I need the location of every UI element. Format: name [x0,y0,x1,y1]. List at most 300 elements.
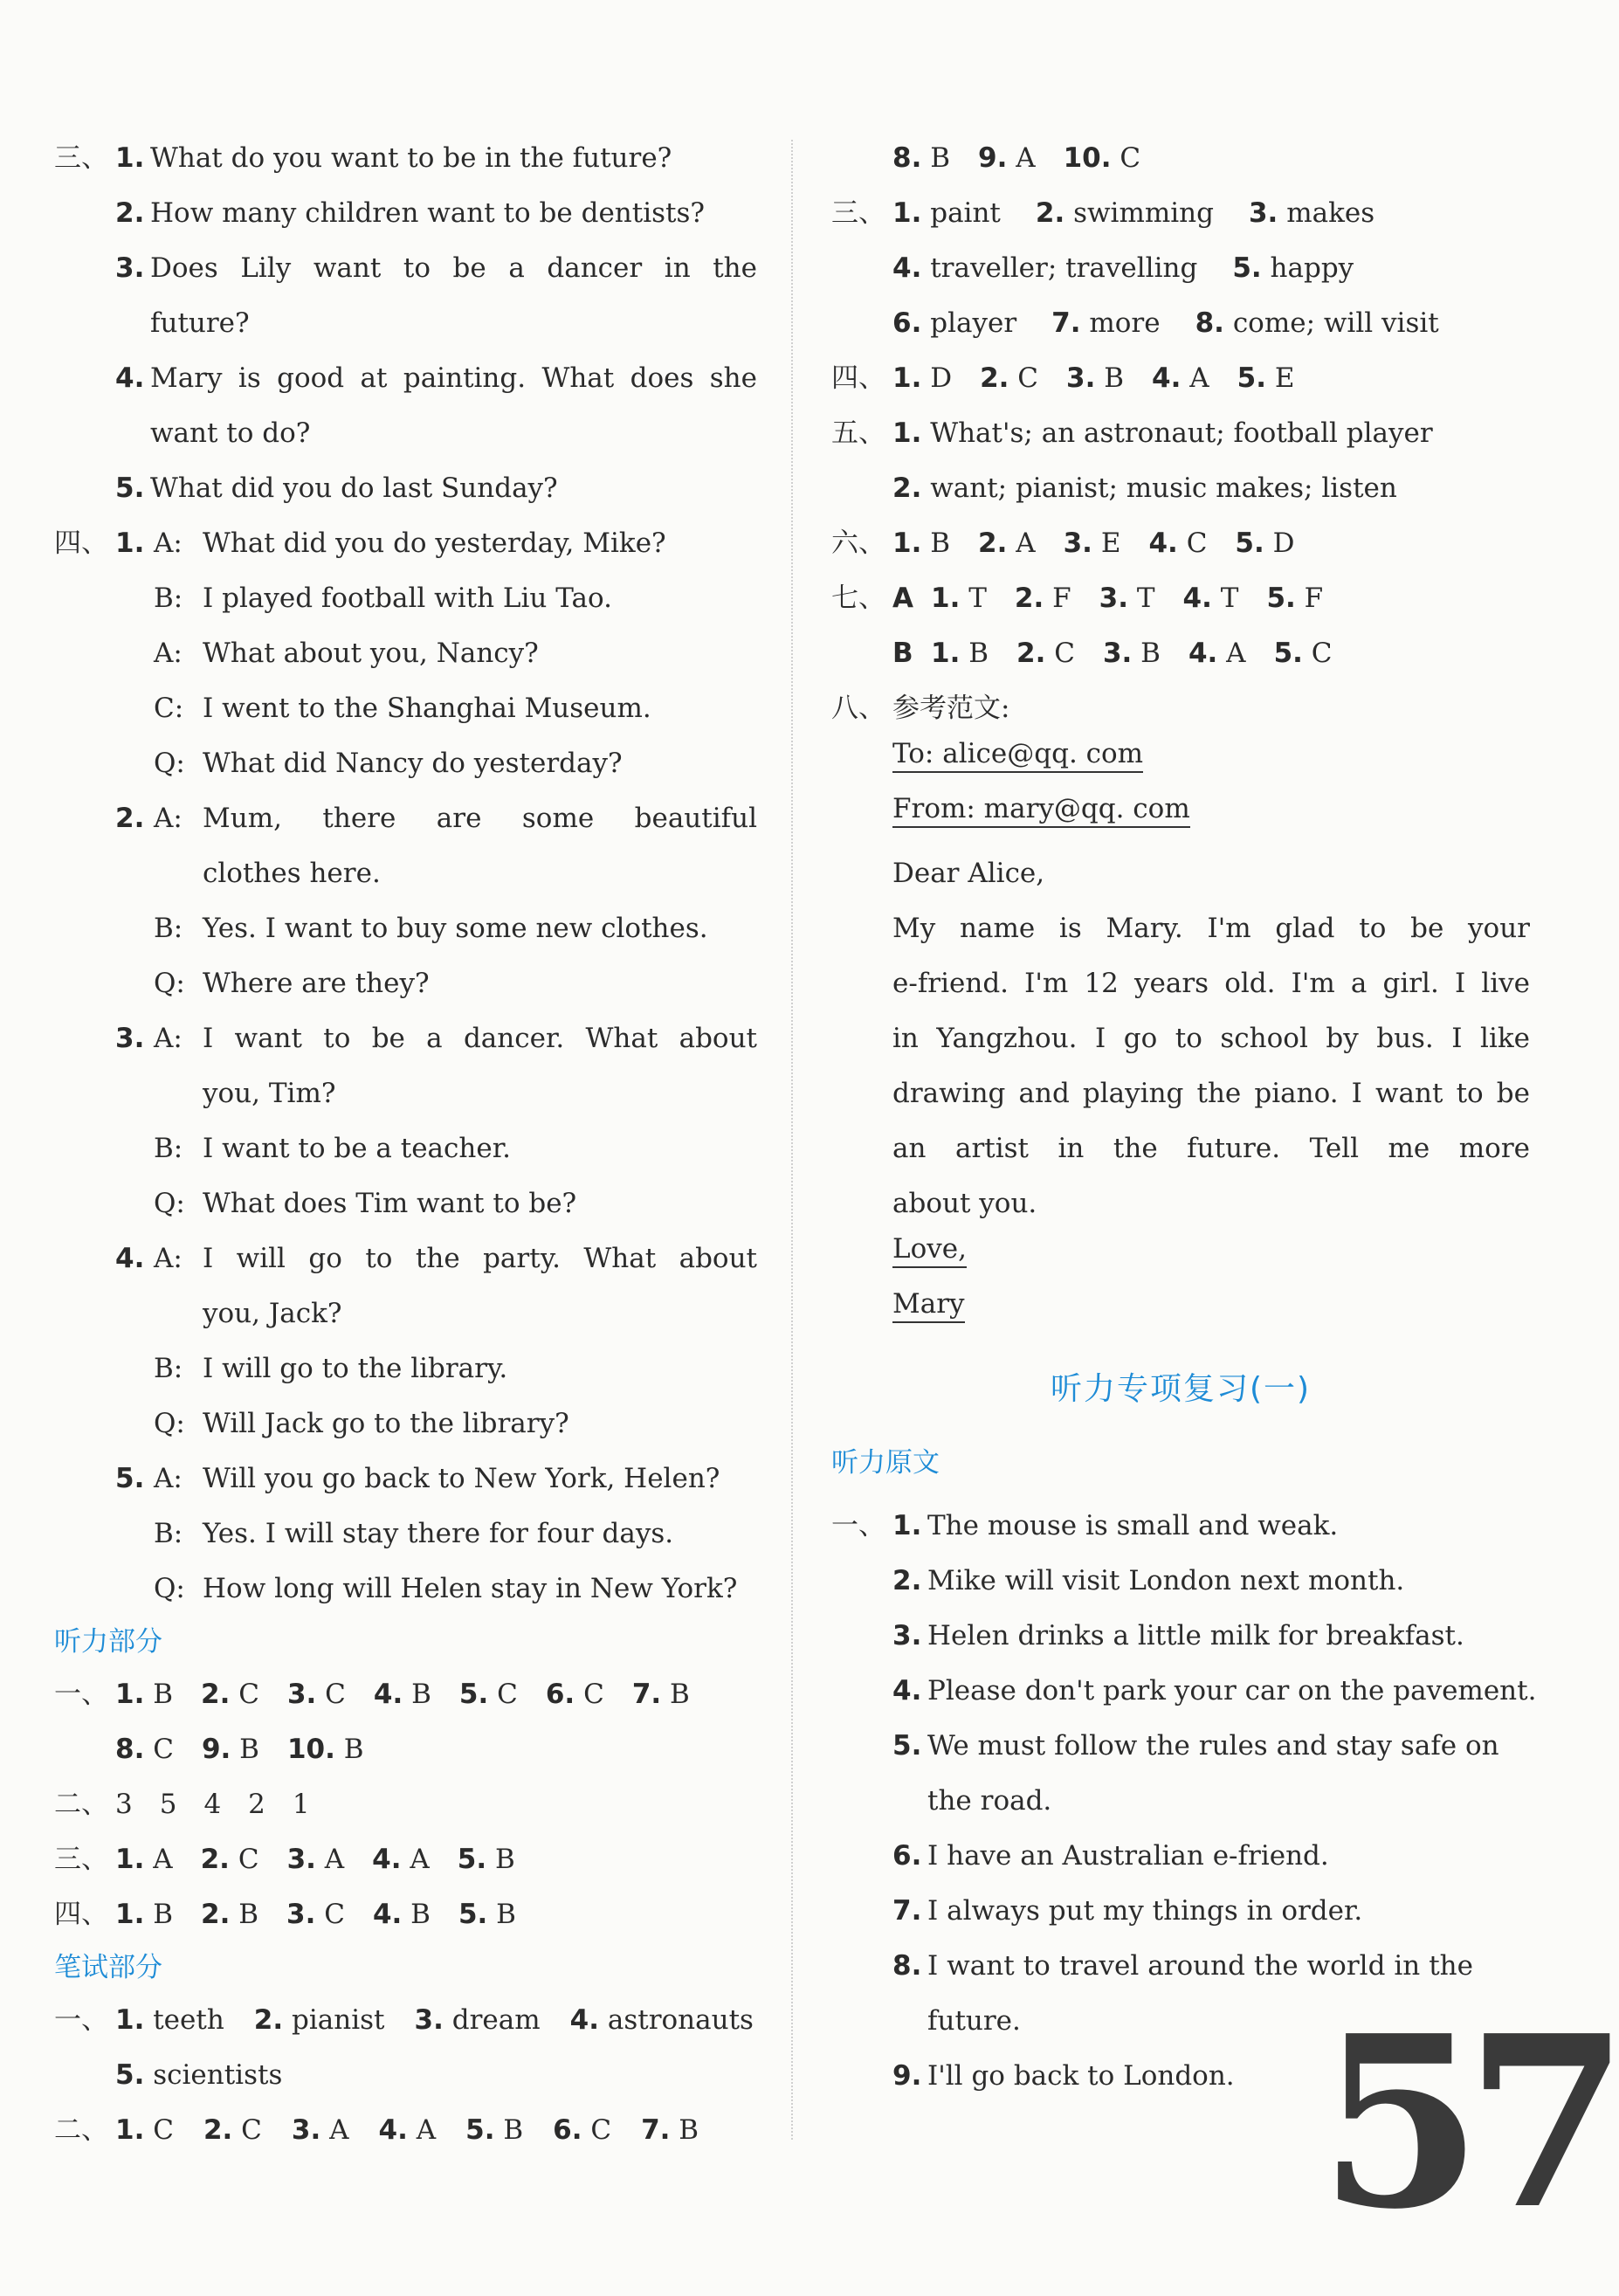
answer-value: E [1274,362,1295,394]
answer [459,1667,518,1722]
line-text: drawing and playing the piano. I want to be [892,1078,1530,1109]
answer-value: B [930,142,950,174]
q4-dialog-line [54,1451,761,1507]
question-label: 八、 [831,693,885,724]
answer [458,1887,516,1942]
item-number: 4. [569,2004,599,2036]
section-title: 听力专项复习(一) [1050,1371,1312,1407]
transcript-line [831,1829,1530,1884]
line-text: The mouse is small and weak. [927,1510,1339,1541]
left-column [54,131,761,2158]
sub-part-label: B [892,638,913,669]
item-number: 10. [286,1734,335,1765]
q4-dialog-line [54,571,761,626]
speaker-label: A: [154,1463,183,1494]
answer [1064,131,1141,186]
item-number: 5. [1266,583,1296,614]
answer [115,1887,173,1942]
line-text: What do you want to be in the future? [150,142,672,174]
q4-dialog-line [54,1121,761,1176]
sub-part-label: A [892,583,913,614]
answer [1152,351,1209,406]
answer-value: B [503,2114,524,2146]
question-label: 三、 [54,1844,108,1875]
answers [892,131,1168,186]
question-label: 一、 [54,1679,108,1710]
line-text: I played football with Liu Tao. [203,583,612,614]
answer [202,1722,259,1777]
answers [892,186,1409,241]
answer-value: C [590,2114,612,2146]
line-text: What did you do yesterday, Mike? [203,527,666,559]
answer-value: B [343,1734,364,1765]
question-label: 一、 [54,2004,108,2036]
answer [892,516,950,571]
answer-value: B [679,2114,699,2146]
item-number: 3. [414,2004,444,2036]
signature-line [831,1286,1530,1341]
answer-value: D [930,362,953,394]
q4-dialog-line [54,1341,761,1396]
answer-row [831,516,1530,571]
item-number: 4. [892,252,922,284]
item-number: 5. [1237,362,1266,394]
answer-value: B [930,527,950,559]
item-number: 2. [892,472,922,504]
item-number: 4. [115,1243,145,1274]
answer [458,1832,515,1887]
answer-value: C [1311,638,1333,669]
line-text: an artist in the future. Tell me more [892,1133,1530,1164]
transcript-line [831,1884,1530,1939]
line-text: Will Jack go to the library? [203,1408,569,1439]
item-number: 5. [458,1899,488,1930]
sample-essay-label: 参考范文: [892,693,1010,724]
line-text: How long will Helen stay in New York? [203,1573,738,1604]
answer-value: B [968,638,989,669]
item-number: 3. [115,252,145,284]
answer [632,1667,690,1722]
transcript-line [831,1554,1530,1609]
answer [372,1832,430,1887]
item-number: 2. [115,197,145,229]
item-number: 3. [286,1679,317,1710]
answer-value: C [583,1679,604,1710]
q3-line [54,131,761,186]
answer [892,131,950,186]
answers [892,406,1459,461]
answer-value: makes [1286,197,1375,229]
item-number: 3. [1099,583,1128,614]
item-number: 8. [115,1734,145,1765]
answer-value: T [1220,583,1239,614]
answer-value: B [153,1899,173,1930]
line-text: I went to the Shanghai Museum. [203,693,651,724]
answer [892,461,1397,516]
speaker-label: Q: [154,1573,185,1604]
answers [115,2048,312,2103]
item-number: 2. [1035,197,1065,229]
line-text: 3 5 4 2 1 [115,1789,310,1820]
answer-value: C [1054,638,1075,669]
item-number: 9. [978,142,1008,174]
answer-value: paint [930,197,1001,229]
closing-line [831,1231,1530,1286]
answer [1066,351,1124,406]
item-number: 4. [378,2114,408,2146]
q4-dialog-line [54,791,761,846]
line-text: I'll go back to London. [927,2060,1235,2092]
speaker-label: Q: [154,968,185,999]
answer-value: F [1304,583,1324,614]
line-text: in Yangzhou. I go to school by bus. I like [892,1023,1530,1054]
answers [115,1667,718,1722]
speaker-label: Q: [154,1188,185,1219]
answer-value: happy [1270,252,1354,284]
q4-dialog-line [54,1231,761,1286]
signature: Mary [892,1286,965,1323]
line-text: clothes here. [203,858,381,889]
q3-line [54,461,761,516]
answers [115,1887,544,1942]
transcript-line [831,1499,1530,1554]
item-number: 1. [892,197,922,229]
item-number: 2. [115,803,145,834]
q4-dialog-line [54,1286,761,1341]
item-number: 5. [1273,638,1303,669]
answer-value: A [410,1844,430,1875]
answer [931,571,987,626]
line-text: Mary is good at painting. What does she [150,362,757,394]
letter-body-line [831,956,1530,1011]
line-text: I want to be a dancer. What about [203,1023,757,1054]
answer [287,1722,364,1777]
answer-value: C [241,2114,262,2146]
item-number: 7. [641,2114,671,2146]
answers [892,516,1323,571]
answer [980,351,1038,406]
right-column [831,131,1537,2104]
item-number: 4. [372,1844,402,1875]
speaker-label: B: [154,1518,183,1549]
item-number: 3. [892,1620,922,1651]
q3-line [54,351,761,406]
item-number: 1. [115,2114,145,2146]
answer-row [54,2103,761,2158]
answer-value: C [324,1899,345,1930]
item-number: 3. [115,1023,145,1054]
answer [892,406,1433,461]
item-number: 2. [1014,583,1044,614]
answer-value: want; pianist; music makes; listen [930,472,1397,504]
email-to: To: alice@qq. com [892,736,1143,773]
answer-row [831,186,1530,241]
item-number: 4. [1188,638,1218,669]
letter-body-line [831,1066,1530,1121]
answer [415,1993,541,2048]
answer-value: B [1140,638,1161,669]
item-number: 5. [115,472,145,504]
q4-dialog-line [54,736,761,791]
answer-value: T [968,583,987,614]
line-text: What about you, Nancy? [203,638,539,669]
speaker-label: Q: [154,748,185,779]
answer-value: C [325,1679,346,1710]
answer [1195,296,1439,351]
q4-dialog-line [54,1396,761,1451]
line-text: e-friend. I'm 12 years old. I'm a girl. I live [892,968,1530,999]
line-text: I always put my things in order. [927,1895,1363,1927]
item-number: 5. [1232,252,1262,284]
answer-value: more [1089,307,1161,339]
answer-value: A [1016,142,1036,174]
item-number: 3. [1102,638,1133,669]
q4-dialog-line [54,1066,761,1121]
answer-value: A [324,1844,345,1875]
answer [292,2103,349,2158]
answer [254,1993,385,2048]
answer-value: E [1100,527,1121,559]
answer-value: T [1136,583,1155,614]
answer-row [831,626,1530,681]
item-number: 6. [892,1840,922,1872]
answers [115,1722,392,1777]
letter-body-line [831,1176,1530,1231]
item-number: 1. [115,1679,145,1710]
item-number: 9. [892,2060,922,2092]
answer [892,351,952,406]
answer-row [831,131,1530,186]
section-heading-listening: 听力部分 [54,1626,162,1658]
q4-dialog-line [54,681,761,736]
line-text: Yes. I will stay there for four days. [203,1518,674,1549]
answer [379,2103,437,2158]
closing: Love, [892,1231,967,1268]
answer [1064,516,1121,571]
answer-value: F [1052,583,1071,614]
answer-value: A [1016,527,1036,559]
speaker-label: A: [154,1243,183,1274]
answer-row [54,1777,761,1832]
answer-value: dream [451,2004,541,2036]
answers [931,571,1351,626]
answer [1099,571,1155,626]
answer [201,1667,259,1722]
item-number: 1. [931,583,961,614]
line-text: I will go to the party. What about [203,1243,757,1274]
line-text: Mike will visit London next month. [927,1565,1405,1596]
column-divider [791,140,793,2140]
q4-dialog-line [54,516,761,571]
item-number: 3. [1066,362,1096,394]
line-text: Yes. I want to buy some new clothes. [203,913,708,944]
q3-line [54,296,761,351]
answers [931,626,1361,681]
item-number: 2. [978,527,1008,559]
page-number: 57 [1319,1983,1612,2261]
line-text: I want to travel around the world in the [927,1950,1473,1982]
item-number: 5. [115,2059,145,2091]
line-text: you, Jack? [203,1298,342,1329]
item-number: 2. [1016,638,1046,669]
question-label: 四、 [54,527,108,559]
q8-title-line [831,681,1530,736]
answer [1232,241,1354,296]
item-number: 2. [201,1679,231,1710]
question-label: 四、 [831,362,885,394]
answer-value: C [497,1679,518,1710]
q4-dialog-line [54,956,761,1011]
q4-dialog-line [54,626,761,681]
item-number: 10. [1063,142,1112,174]
item-number: 4. [372,1899,403,1930]
answer-value: come; will visit [1232,307,1439,339]
item-number: 5. [458,1679,489,1710]
answer-value: scientists [153,2059,283,2091]
answers [892,351,1323,406]
question-label: 二、 [54,2114,108,2146]
q4-dialog-line [54,1011,761,1066]
answer [1249,186,1374,241]
answer-value: teeth [153,2004,224,2036]
answer [641,2103,699,2158]
answer-row [831,241,1530,296]
line-text: about you. [892,1188,1037,1219]
item-number: 4. [1182,583,1212,614]
line-text: future? [150,307,250,339]
line-text: What did Nancy do yesterday? [203,748,623,779]
item-number: 2. [203,2114,233,2146]
answer [201,1832,259,1887]
letter-body-line [831,901,1530,956]
item-number: 6. [892,307,922,339]
item-number: 1. [115,142,145,174]
item-number: 6. [545,1679,575,1710]
question-label: 一、 [831,1510,885,1541]
item-number: 6. [553,2114,582,2146]
section-heading-transcript: 听力原文 [831,1447,940,1479]
line-text: My name is Mary. I'm glad to be your [892,913,1530,944]
item-number: 7. [892,1895,922,1927]
item-number: 5. [465,2114,495,2146]
answer [203,2103,262,2158]
answer-value: B [238,1899,258,1930]
answer [1051,296,1160,351]
line-text: I want to be a teacher. [203,1133,511,1164]
answer [1183,571,1239,626]
answer-value: A [1226,638,1246,669]
answer-value: B [495,1844,515,1875]
answer [1188,626,1246,681]
speaker-label: C: [154,693,184,724]
answer-value: traveller; travelling [930,252,1198,284]
answer [115,2048,282,2103]
item-number: 3. [1248,197,1278,229]
item-number: 4. [115,362,145,394]
answer-row [831,296,1530,351]
answer [553,2103,611,2158]
answer [546,1667,604,1722]
speaker-label: B: [154,1353,183,1384]
email-from-line [831,791,1530,846]
answer-value: C [1017,362,1039,394]
line-text: want to do? [150,417,311,449]
line-text: What does Tim want to be? [203,1188,577,1219]
answer [1274,626,1333,681]
answer [465,2103,523,2158]
answer-row [831,351,1530,406]
answer-row [54,1722,761,1777]
answer [1015,571,1071,626]
speaker-label: A: [154,527,183,559]
item-number: 3. [1063,527,1092,559]
answer [374,1667,431,1722]
line-text: Helen drinks a little milk for breakfast. [927,1620,1464,1651]
speaker-label: A: [154,638,183,669]
answer-row [54,1667,761,1722]
answer [892,241,1197,296]
item-number: 5. [115,1463,145,1494]
speaker-label: B: [154,583,183,614]
item-number: 2. [253,2004,284,2036]
item-number: 1. [115,1844,145,1875]
answer-value: C [1120,142,1141,174]
question-label: 五、 [831,417,885,449]
line-text: Please don't park your car on the pavement. [927,1675,1537,1706]
item-number: 4. [1148,527,1178,559]
letter-body-line [831,1011,1530,1066]
item-number: 1. [115,527,145,559]
answer-value: C [153,1734,174,1765]
question-label: 二、 [54,1789,108,1820]
answer [978,131,1036,186]
answer-value: B [670,1679,690,1710]
item-number: 1. [892,362,922,394]
item-number: 7. [631,1679,662,1710]
answers [892,296,1474,351]
item-number: 8. [892,1950,922,1982]
answer [892,296,1016,351]
answer [1016,626,1075,681]
answer-value: A [1189,362,1209,394]
answer-row [54,2048,761,2103]
item-number: 2. [200,1844,230,1875]
q4-dialog-line [54,846,761,901]
answer [287,1832,345,1887]
answer-row [831,571,1530,626]
answer [115,1722,174,1777]
item-number: 1. [892,1510,922,1541]
q4-dialog-line [54,901,761,956]
line-text: How many children want to be dentists? [150,197,706,229]
answer [931,626,989,681]
item-number: 3. [286,1899,316,1930]
q4-dialog-line [54,1562,761,1617]
answer-value: B [1104,362,1125,394]
salutation-line [831,846,1530,901]
item-number: 1. [115,2004,145,2036]
email-from: From: mary@qq. com [892,791,1190,828]
line-text: the road. [927,1785,1052,1817]
line-text: We must follow the rules and stay safe on [927,1730,1499,1762]
answer-value: C [153,2114,174,2146]
answer [373,1887,431,1942]
answer [115,1832,173,1887]
question-label: 七、 [831,583,885,614]
answer [1266,571,1323,626]
answer [287,1667,346,1722]
answer-row [831,406,1530,461]
